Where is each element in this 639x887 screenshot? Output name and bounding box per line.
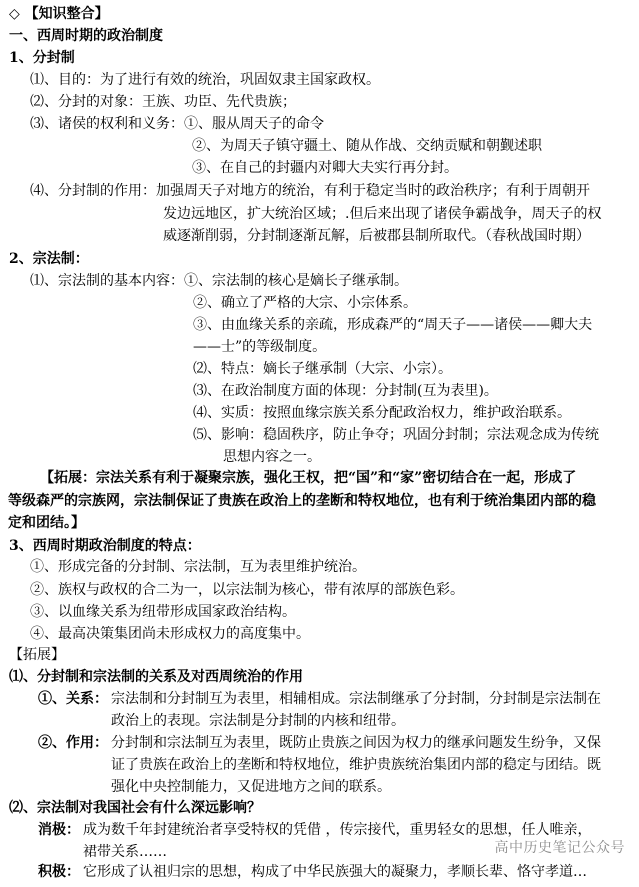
fengjian-effect-line: 发边远地区，扩大统治区域；.但后来出现了诸侯争霸战争，周天子的权 [163,206,602,222]
features-item: ②、族权与政权的合二为一，以宗法制为核心，带有浓厚的部族色彩。 [30,582,464,598]
fengjian-effect-line: 威逐渐削弱，分封制逐渐瓦解，后被郡县制所取代。（春秋战国时期） [163,228,590,244]
role-line: 分封制和宗法制互为表里，既防止贵族之间因为权力的继承问题发生纷争，又保 [111,735,601,751]
section-title: 一、西周时期的政治制度 [9,28,163,44]
page-header: ◇ 【知识整合】 [9,6,109,22]
subsection-title-features: 3、西周时期政治制度的特点： [9,538,201,554]
subsection-title-fengjian: 1、分封制 [9,50,75,66]
relation-line: 宗法制和分封制互为表里，相辅相成。宗法制继承了分封制，分封制是宗法制在 [111,691,601,707]
zongfa-expand-line: 定和团结。】 [8,515,85,531]
fengjian-effect-line: ⑷、分封制的作用：加强周天子对地方的统治，有利于稳定当时的政治秩序；有利于周朝开 [30,183,590,199]
zongfa-content-line: ⑸、影响：稳固秩序，防止争夺；巩固分封制；宗法观念成为传统 [193,427,599,443]
features-item: ④、最高决策集团尚未形成权力的高度集中。 [30,626,310,642]
relation-label: ①、关系： [38,691,108,707]
fengjian-targets: ⑵、分封的对象：王族、功臣、先代贵族； [30,94,296,110]
negative-line: 裙带关系…… [83,844,167,860]
question-2: ⑵、宗法制对我国社会有什么深远影响？ [9,800,261,816]
zongfa-content-line: ②、确立了严格的大宗、小宗体系。 [193,295,417,311]
negative-label: 消极： [38,822,80,838]
role-label: ②、作用： [38,735,108,751]
negative-line: 成为数千年封建统治者享受特权的凭借 ，传宗接代，重男轻女的思想，任人唯亲， [83,822,592,838]
fengjian-rights-line: ⑶、诸侯的权利和义务：①、服从周天子的命令 [30,116,324,132]
zongfa-content-line: ⑷、实质：按照血缘宗族关系分配政治权力，维护政治联系。 [193,405,571,421]
zongfa-content-line: ⑶、在政治制度方面的体现：分封制(互为表里)。 [193,383,498,399]
zongfa-content-line: ——士”的等级制度。 [193,339,327,355]
role-line: 证了贵族在政治上的垄断和特权地位，维护贵族统治集团内部的稳定与团结。既 [111,757,601,773]
fengjian-rights-line: ②、为周天子镇守疆土、随从作战、交纳贡赋和朝觐述职 [192,138,542,154]
features-item: ①、形成完备的分封制、宗法制，互为表里维护统治。 [30,559,366,575]
watermark: 高中历史笔记公众号 [494,840,625,856]
zongfa-content-line: 思想内容之一。 [223,449,321,465]
subsection-title-zongfa: 2、宗法制： [9,251,89,267]
zongfa-content-line: ⑴、宗法制的基本内容：①、宗法制的核心是嫡长子继承制。 [30,273,408,289]
positive-label: 积极： [38,864,80,880]
features-item: ③、以血缘关系为纽带形成国家政治结构。 [30,604,296,620]
positive-line: 它形成了认祖归宗的思想，构成了中华民族强大的凝聚力，孝顺长辈、恪守孝道… [83,864,587,880]
zongfa-content-line: ⑵、特点：嫡长子继承制（大宗、小宗）。 [193,361,452,377]
question-1: ⑴、分封制和宗法制的关系及对西周统治的作用 [9,669,303,685]
zongfa-content-line: ③、由血缘关系的亲疏，形成森严的“周天子——诸侯——卿大夫 [193,317,593,333]
zongfa-expand-line: 【拓展：宗法关系有利于凝聚宗族，强化王权，把“国”和“家”密切结合在一起，形成了 [40,470,577,486]
fengjian-purpose: ⑴、目的：为了进行有效的统治，巩固奴隶主国家政权。 [30,72,380,88]
role-line: 强化中央控制能力，又促进地方之间的联系。 [111,779,391,795]
fengjian-rights-line: ③、在自己的封疆内对卿大夫实行再分封。 [192,160,458,176]
relation-line: 政治上的表现。宗法制是分封制的内核和纽带。 [111,713,405,729]
zongfa-expand-line: 等级森严的宗族网，宗法制保证了贵族在政治上的垄断和特权地位，也有利于统治集团内部的稳 [8,493,596,509]
expand-heading: 【拓展】 [9,647,65,663]
